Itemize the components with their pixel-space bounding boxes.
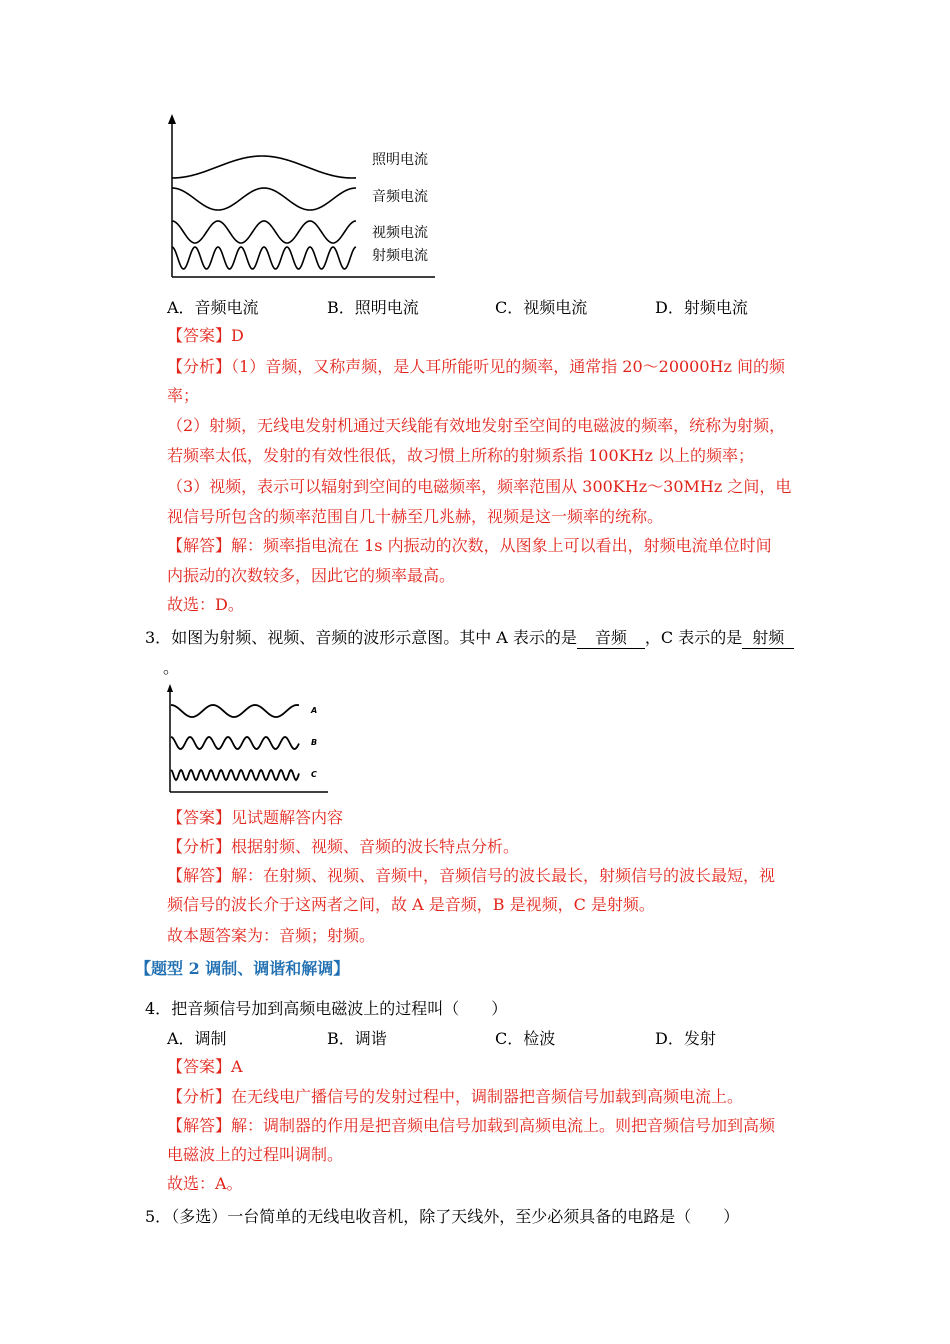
q4-analysis [167, 1087, 743, 1107]
q5-number: 5． [145, 1207, 172, 1226]
q2-analysis-line-5: （3）视频，表示可以辐射到空间的电磁频率，频率范围从 300KHz～30MHz 之间，电 [167, 477, 792, 496]
solution-tag: 【解答】 [167, 866, 232, 885]
q5-text: （多选）一台简单的无线电收音机，除了天线外，至少必须具备的电路是（ ） [171, 1207, 740, 1226]
q3-final: 故本题答案为：音频；射频。 [167, 926, 376, 945]
waveform-figure-2 [163, 682, 333, 797]
analysis-tag: 【分析】 [167, 837, 232, 856]
solution-tag: 【解答】 [167, 536, 232, 555]
analysis-text: 在无线电广播信号的发射过程中，调制器把音频信号加载到高频电流上。 [231, 1087, 744, 1106]
q2-answer [167, 326, 244, 346]
q4-stem [145, 996, 507, 1019]
audio-current-wave [172, 188, 356, 210]
q3-number: 3． [145, 628, 172, 647]
q2-solution-line-2: 内振动的次数较多，因此它的频率最高。 [167, 566, 456, 585]
q3-blank-c[interactable]: 射频 [742, 625, 794, 649]
label-audio: 音频电流 [372, 189, 428, 205]
q4-option-d[interactable]: D．发射 [655, 1029, 716, 1048]
label-a: A [311, 706, 318, 715]
label-lighting: 照明电流 [372, 152, 428, 168]
solution-text: 解：在射频、视频、音频中，音频信号的波长最长，射频信号的波长最短，视 [231, 866, 776, 885]
q5-stem [145, 1204, 739, 1227]
q4-solution-line-2: 电磁波上的过程叫调制。 [167, 1145, 344, 1164]
rf-current-wave [172, 247, 356, 269]
q2-analysis-line-6: 视信号所包含的频率范围自几十赫至几兆赫，视频是这一频率的统称。 [167, 507, 664, 526]
q4-text: 把音频信号加到高频电磁波上的过程叫（ ） [171, 999, 508, 1018]
q4-choose: 故选：A。 [167, 1174, 243, 1193]
q4-answer [167, 1057, 243, 1077]
q3-analysis [167, 837, 519, 857]
q2-choose: 故选：D。 [167, 595, 244, 614]
q3-text-b: ，C 表示的是 [644, 628, 743, 647]
analysis-tag: 【分析】 [167, 1087, 232, 1106]
answer-value: D [231, 326, 244, 345]
video-current-wave [172, 221, 356, 243]
q4-option-b[interactable]: B．调谐 [327, 1029, 387, 1048]
q2-analysis-line-1 [167, 357, 785, 377]
answer-tag: 【答案】 [167, 326, 232, 345]
label-b: B [311, 738, 318, 747]
q4-option-a[interactable]: A．调制 [167, 1029, 227, 1048]
q3-stem-end: 。 [163, 658, 180, 677]
solution-tag: 【解答】 [167, 1116, 232, 1135]
y-axis-arrow [168, 114, 176, 124]
solution-text: 解：频率指电流在 1s 内振动的次数，从图象上可以看出，射频电流单位时间 [231, 536, 772, 555]
q2-analysis-line-3: （2）射频，无线电发射机通过天线能有效地发射至空间的电磁波的频率，统称为射频， [167, 416, 786, 435]
q3-solution-line-2: 频信号的波长介于这两者之间，故 A 是音频，B 是视频，C 是射频。 [167, 895, 655, 914]
answer-tag: 【答案】 [167, 1057, 232, 1076]
q4-number: 4． [145, 999, 172, 1018]
q2-analysis-line-4: 若频率太低，发射的有效性很低，故习惯上所称的射频系指 100KHz 以上的频率； [167, 446, 755, 465]
q2-option-c[interactable]: C．视频电流 [495, 298, 588, 317]
q2-solution-line-1 [167, 536, 772, 556]
answer-tag: 【答案】 [167, 808, 232, 827]
wave-b [171, 737, 299, 749]
answer-value: A [231, 1057, 243, 1076]
q2-option-d[interactable]: D．射频电流 [655, 298, 748, 317]
q3-stem [145, 625, 794, 649]
q3-text-a: 如图为射频、视频、音频的波形示意图。其中 A 表示的是 [171, 628, 577, 647]
label-rf: 射频电流 [372, 248, 428, 264]
q3-solution-line-1 [167, 866, 775, 886]
analysis-tag: 【分析】 [167, 357, 232, 376]
waveform-figure-1 [160, 112, 440, 282]
section-heading: 【题型 2 调制、调谐和解调】 [135, 959, 350, 978]
answer-value: 见试题解答内容 [231, 808, 344, 827]
analysis-text: （1）音频，又称声频，是人耳所能听见的频率，通常指 20～20000Hz 间的频 [231, 357, 786, 376]
q2-option-b[interactable]: B．照明电流 [327, 298, 419, 317]
q2-analysis-line-2: 率； [167, 386, 200, 405]
wave-a [171, 705, 299, 717]
q2-option-a[interactable]: A．音频电流 [167, 298, 259, 317]
lighting-current-wave [172, 156, 356, 178]
q3-answer [167, 808, 343, 828]
wave-c [171, 770, 299, 780]
y-axis-arrow [167, 684, 173, 692]
q4-solution-line-1 [167, 1116, 775, 1136]
solution-text: 解：调制器的作用是把音频电信号加载到高频电流上。则把音频信号加到高频 [231, 1116, 776, 1135]
analysis-text: 根据射频、视频、音频的波长特点分析。 [231, 837, 520, 856]
q4-option-c[interactable]: C．检波 [495, 1029, 556, 1048]
label-video: 视频电流 [372, 225, 428, 241]
label-c: C [311, 770, 317, 779]
q3-blank-a[interactable]: 音频 [577, 625, 645, 649]
